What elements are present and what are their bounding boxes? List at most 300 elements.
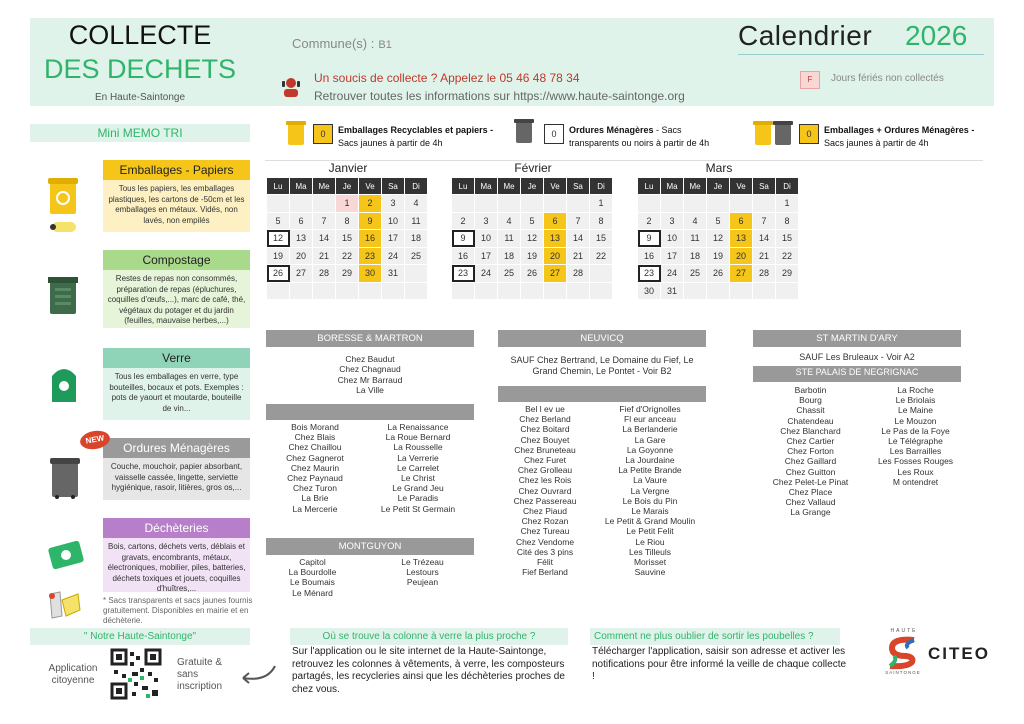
place-item: Chez Baudut xyxy=(345,354,395,364)
zone-col1-neuvicq xyxy=(500,404,590,577)
calendar-empty xyxy=(544,282,567,300)
citeo-logo: CITEO xyxy=(928,644,990,663)
memo-title: Mini MEMO TRI xyxy=(30,124,250,142)
zone-header-boresse-2 xyxy=(266,404,474,420)
place-item: La Ville xyxy=(356,384,384,395)
calendar-day: 1 xyxy=(590,195,613,213)
calendar-day: 26 xyxy=(267,265,290,283)
day-header: Di xyxy=(776,178,799,195)
place-item: Chez Boitard xyxy=(520,424,570,435)
calendar-day: 7 xyxy=(567,212,590,230)
memo-card-title-d-ch-teries: Déchèteries xyxy=(103,518,250,538)
bin-reminder-text: Télécharger l'application, saisir son adresse et activer les notifications pour être informé la veille de chaque collecte ! xyxy=(592,646,847,682)
calendar-empty xyxy=(313,282,336,300)
calendar-day: 26 xyxy=(521,265,544,283)
zone-col2-stpalais xyxy=(868,385,963,487)
place-item: Chez Place xyxy=(788,487,833,498)
day-header: Je xyxy=(521,178,544,195)
calendar-day: 11 xyxy=(684,230,707,248)
place-item: Chez Furet xyxy=(523,455,567,466)
calendar-day: 18 xyxy=(684,247,707,265)
place-item: Chez Turon xyxy=(293,483,337,494)
place-item: Chez Vallaud xyxy=(785,497,836,508)
place-item: Les Fosses Rouges xyxy=(877,456,954,467)
place-item: La Rousselle xyxy=(393,442,443,453)
place-item: Chez Pelet-Le Pinat xyxy=(772,476,849,487)
place-item: Lestours xyxy=(406,567,439,578)
app-label: Application citoyenne xyxy=(48,663,98,686)
day-header: Me xyxy=(313,178,336,195)
place-item: Chez Gaillard xyxy=(784,456,837,467)
month-name-mars: Mars xyxy=(705,161,733,175)
calendar-day: 12 xyxy=(521,230,544,248)
zone-header-neuvicq: NEUVICQ xyxy=(498,330,706,347)
calendar-day: 10 xyxy=(661,230,684,248)
calendar-day: 2 xyxy=(452,212,475,230)
place-item: Le Petit Felit xyxy=(626,526,674,537)
place-item: Bourg xyxy=(799,395,822,406)
calendar-day: 14 xyxy=(753,230,776,248)
commune-label xyxy=(292,36,392,51)
calendar-empty xyxy=(638,195,661,213)
place-item: Chez Passereau xyxy=(513,495,577,506)
call-center-icon xyxy=(282,76,300,98)
calendar-day: 18 xyxy=(405,230,428,248)
calendar-day: 21 xyxy=(567,247,590,265)
place-item: Fief Berland xyxy=(522,567,568,578)
place-item: Chez Bruneteau xyxy=(514,444,576,455)
calendar-empty xyxy=(452,282,475,300)
calendar-day: 6 xyxy=(290,212,313,230)
calendar-empty xyxy=(590,265,613,283)
calendar-empty xyxy=(405,265,428,283)
glass-container-icon xyxy=(48,362,80,404)
place-item: La Mercerie xyxy=(292,503,338,514)
holiday-legend-box: F xyxy=(800,71,820,89)
qr-code-icon[interactable] xyxy=(110,648,162,700)
place-item: Le Maine xyxy=(898,405,933,416)
haute-saintonge-logo-top: HAUTE xyxy=(890,628,918,634)
colonne-text: Sur l'application ou le site internet de la Haute-Saintonge, retrouvez les colonnes à vêtements, à verre, les composteurs partagés, les recycleries ainsi que les déchèteries proches de chez vous. xyxy=(292,646,565,695)
place-item: Chatendeau xyxy=(787,415,834,426)
day-header: Lu xyxy=(638,178,661,195)
day-header: Je xyxy=(336,178,359,195)
place-item: La Grange xyxy=(790,507,831,518)
place-item: Chez Guitton xyxy=(785,466,836,477)
calendar-day: 4 xyxy=(498,212,521,230)
calendar-day: 9 xyxy=(359,212,382,230)
calendar-day: 19 xyxy=(267,247,290,265)
place-item: Le Petit & Grand Moulin xyxy=(604,516,696,527)
calendar-day: 16 xyxy=(359,230,382,248)
place-item: La Gare xyxy=(634,434,666,445)
calendar-year: 2026 xyxy=(905,20,968,51)
haute-saintonge-logo xyxy=(884,636,922,670)
calendar-day: 6 xyxy=(730,212,753,230)
place-item: Chez Chaillou xyxy=(288,442,342,453)
place-item: Le Boumais xyxy=(290,577,335,588)
calendar-day: 27 xyxy=(290,265,313,283)
place-item: Le Ménard xyxy=(292,587,333,598)
calendar-empty xyxy=(730,195,753,213)
place-item: Chez les Rois xyxy=(518,475,572,486)
place-item: Le Grand Jeu xyxy=(392,483,444,494)
calendar-day: 25 xyxy=(405,247,428,265)
calendar-day: 18 xyxy=(498,247,521,265)
calendar-empty xyxy=(475,282,498,300)
calendar-day: 17 xyxy=(475,247,498,265)
calendar-day: 13 xyxy=(290,230,313,248)
calendar-day: 13 xyxy=(544,230,567,248)
place-item: La Goyonne xyxy=(626,444,674,455)
memo-footnote: * Sacs transparents et sacs jaunes fournis gratuitement. Disponibles en mairie et en déchèterie. xyxy=(103,596,253,625)
calendar-day: 8 xyxy=(590,212,613,230)
calendar-day: 31 xyxy=(661,282,684,300)
place-item: Chez Piaud xyxy=(523,506,567,517)
calendar-day: 5 xyxy=(521,212,544,230)
legend-recyclable-title: Emballages Recyclables et papiers - xyxy=(338,125,494,135)
legend-yellow-bin-icon xyxy=(285,119,307,147)
calendar-day: 14 xyxy=(567,230,590,248)
place-item: Chez Blais xyxy=(294,432,336,443)
place-item: La Bourdolle xyxy=(288,567,337,578)
day-header: Ve xyxy=(359,178,382,195)
calendar-février xyxy=(451,177,613,300)
calendar-day: 11 xyxy=(405,212,428,230)
calendar-day: 8 xyxy=(776,212,799,230)
new-badge: NEW xyxy=(79,429,112,452)
dechetterie-card-icon xyxy=(48,538,84,572)
zone-col2-neuvicq xyxy=(598,404,702,577)
place-item: Chez Gagnerot xyxy=(286,452,344,463)
calendar-day: 21 xyxy=(753,247,776,265)
place-item: Le Télégraphe xyxy=(888,436,943,447)
calendar-day: 15 xyxy=(336,230,359,248)
calendar-day: 16 xyxy=(452,247,475,265)
legend-recyclable-text xyxy=(338,124,498,150)
place-item: Chez Tureau xyxy=(520,526,570,537)
memo-card-title-verre: Verre xyxy=(103,348,250,368)
day-header: Lu xyxy=(452,178,475,195)
place-item: Chez Mr Barraud xyxy=(337,374,403,385)
calendar-empty xyxy=(776,282,799,300)
memo-card-text-d-ch-teries: Bois, cartons, déchets verts, déblais et gravats, encombrants, métaux, électroniques, mobilier, piles, batteries, déchets toxiques et jouets, coquilles d'huîtres,... xyxy=(103,538,250,592)
calendar-day: 9 xyxy=(452,230,475,248)
calendar-day: 14 xyxy=(313,230,336,248)
region-subtitle: En Haute-Saintonge xyxy=(94,92,186,103)
place-item: La Brie xyxy=(301,493,329,504)
place-item: La Vergne xyxy=(630,485,670,496)
place-item: M ontendret xyxy=(892,476,939,487)
day-header: Ve xyxy=(544,178,567,195)
calendar-empty xyxy=(544,195,567,213)
place-item: La Vaure xyxy=(633,475,667,486)
place-item: Barbotin xyxy=(794,385,827,395)
place-item: Chez Maurin xyxy=(290,462,340,473)
calendar-empty xyxy=(405,282,428,300)
legend-recyclable-count: 0 xyxy=(313,124,333,144)
calendar-empty xyxy=(684,282,707,300)
calendar-day: 24 xyxy=(475,265,498,283)
place-item: Le Riou xyxy=(635,536,665,547)
memo-card-text-ordures-m-nag-res: Couche, mouchoir, papier absorbant, vaisselle cassée, lingette, serviette hygiénique, rasoir, litières, gros os,... xyxy=(103,458,250,500)
legend-both-bins-icon xyxy=(752,119,794,147)
calendar-empty xyxy=(753,195,776,213)
calendar-day: 23 xyxy=(452,265,475,283)
calendar-day: 25 xyxy=(684,265,707,283)
colonne-header: Où se trouve la colonne à verre la plus proche ? xyxy=(290,628,568,645)
calendar-empty xyxy=(359,282,382,300)
memo-card-text-emballages-papiers: Tous les papiers, les emballages plastiques, les cartons de -50cm et les emballages en métaux. Vidés, non lavés, non empilés xyxy=(103,180,250,232)
calendar-day: 21 xyxy=(313,247,336,265)
zone-header-boresse: BORESSE & MARTRON xyxy=(266,330,474,347)
grey-bin-icon xyxy=(48,455,82,499)
zone-header-stpalais: STE PALAIS DE NEGRIGNAC xyxy=(753,366,961,382)
place-item: La Roue Bernard xyxy=(385,432,451,443)
calendar-empty xyxy=(661,195,684,213)
calendar-day: 26 xyxy=(707,265,730,283)
day-header: Di xyxy=(405,178,428,195)
legend-household-title: Ordures Ménagères xyxy=(569,125,654,135)
zone-list-boresse xyxy=(266,354,474,395)
yellow-bin-icon xyxy=(46,176,82,238)
zone-header-neuvicq-2 xyxy=(498,386,706,402)
place-item: Sauvine xyxy=(634,567,666,578)
app-free-label: Gratuite & sans inscription xyxy=(177,657,223,692)
calendar-day: 29 xyxy=(776,265,799,283)
place-item: La Jourdaine xyxy=(625,455,675,466)
calendar-day: 10 xyxy=(382,212,405,230)
haute-saintonge-logo-bottom: SAINTONGE xyxy=(885,670,921,675)
place-item: Bois Morand xyxy=(291,422,339,432)
month-name-janvier: Janvier xyxy=(328,161,368,175)
place-item: Bel l ev ue xyxy=(525,404,565,414)
calendar-day: 27 xyxy=(730,265,753,283)
legend-household-detail: transparents ou noirs à partir de 4h xyxy=(569,138,710,148)
calendar-day: 20 xyxy=(290,247,313,265)
calendar-day: 30 xyxy=(638,282,661,300)
place-item: Les Roux xyxy=(897,466,934,477)
place-item: Chez Blanchard xyxy=(780,425,841,436)
calendar-day: 24 xyxy=(661,265,684,283)
calendar-empty xyxy=(267,282,290,300)
calendar-empty xyxy=(567,195,590,213)
day-header: Je xyxy=(707,178,730,195)
calendar-day: 3 xyxy=(661,212,684,230)
calendar-day: 2 xyxy=(359,195,382,213)
calendar-day: 23 xyxy=(359,247,382,265)
calendar-empty xyxy=(336,282,359,300)
calendar-day: 6 xyxy=(544,212,567,230)
calendar-day: 22 xyxy=(590,247,613,265)
day-header: Di xyxy=(590,178,613,195)
place-item: La Petite Brande xyxy=(618,465,682,476)
app-header: " Notre Haute-Saintonge" xyxy=(30,628,250,645)
calendar-day: 28 xyxy=(313,265,336,283)
calendar-day: 1 xyxy=(336,195,359,213)
legend-household-count: 0 xyxy=(544,124,564,144)
calendar-mars xyxy=(637,177,799,300)
calendar-day: 19 xyxy=(521,247,544,265)
calendar-janvier xyxy=(266,177,428,300)
day-header: Lu xyxy=(267,178,290,195)
place-item: Les Barrailles xyxy=(889,446,942,457)
memo-card-text-verre: Tous les emballages en verre, type bouteilles, bocaux et pots. Exemples : pots de yaourt et moutarde, bouteille de vin... xyxy=(103,368,250,420)
place-item: Chez Chagnaud xyxy=(339,364,401,375)
calendar-empty xyxy=(753,282,776,300)
legend-household-suffix: - Sacs xyxy=(653,125,682,135)
zone-header-montguyon: MONTGUYON xyxy=(266,538,474,555)
calendar-title: Calendrier xyxy=(738,20,873,51)
day-header: Ma xyxy=(661,178,684,195)
place-item: Les Tilleuls xyxy=(628,546,672,557)
commune-value: B1 xyxy=(378,39,392,51)
day-header: Ma xyxy=(475,178,498,195)
place-item: Le Carrelet xyxy=(396,462,440,473)
memo-card-text-compostage: Restes de repas non consommés, préparation de repas (épluchures, coquilles d'œufs,...), marc de café, thé, végétaux du potager et du jardin (feuilles, mauvaise herbes,...) xyxy=(103,270,250,328)
calendar-empty xyxy=(707,195,730,213)
holiday-legend-label: Jours fériés non collectés xyxy=(831,73,944,84)
legend-combined-text xyxy=(824,124,989,150)
zone-col1-boresse xyxy=(270,422,360,514)
place-item: Chez Berland xyxy=(519,414,571,425)
calendar-day: 24 xyxy=(382,247,405,265)
day-header: Sa xyxy=(753,178,776,195)
place-item: La Verrerie xyxy=(397,452,439,463)
calendar-day: 19 xyxy=(707,247,730,265)
curved-arrow-icon xyxy=(237,664,277,686)
place-item: Le Trézeau xyxy=(401,557,444,567)
calendar-day: 28 xyxy=(753,265,776,283)
calendar-day: 12 xyxy=(707,230,730,248)
place-item: La Roche xyxy=(897,385,934,395)
place-item: Le Christ xyxy=(400,473,435,484)
place-item: La Renaissance xyxy=(387,422,449,432)
calendar-empty xyxy=(521,195,544,213)
calendar-day: 4 xyxy=(684,212,707,230)
calendar-empty xyxy=(498,282,521,300)
calendar-empty xyxy=(521,282,544,300)
calendar-day: 9 xyxy=(638,230,661,248)
calendar-day: 16 xyxy=(638,247,661,265)
calendar-empty xyxy=(267,195,290,213)
place-item: Chassit xyxy=(796,405,825,416)
zone-col1-montguyon xyxy=(270,557,355,598)
compost-bin-icon xyxy=(46,276,80,316)
memo-card-title-ordures-m-nag-res: Ordures Ménagères xyxy=(103,438,250,458)
place-item: Chez Grolleau xyxy=(517,465,573,476)
calendar-day: 20 xyxy=(544,247,567,265)
zone-col2-montguyon xyxy=(375,557,470,588)
zone-note-neuvicq: SAUF Chez Bertrand, Le Domaine du Fief, Le Grand Chemin, Le Pontet - Voir B2 xyxy=(510,355,694,376)
calendar-empty xyxy=(498,195,521,213)
calendar-day: 5 xyxy=(267,212,290,230)
place-item: Chez Forton xyxy=(787,446,834,457)
calendar-day: 3 xyxy=(475,212,498,230)
calendar-empty xyxy=(382,282,405,300)
commune-label-text: Commune(s) : xyxy=(292,36,375,51)
calendar-empty xyxy=(290,195,313,213)
place-item: Le Paradis xyxy=(397,493,439,504)
place-item: Le Pas de la Foye xyxy=(881,425,950,436)
day-header: Me xyxy=(498,178,521,195)
place-item: Félit xyxy=(536,557,554,568)
calendar-empty xyxy=(707,282,730,300)
calendar-empty xyxy=(452,195,475,213)
month-name-février: Février xyxy=(514,161,552,175)
calendar-day: 17 xyxy=(661,247,684,265)
place-item: Chez Rozan xyxy=(521,516,569,527)
calendar-day: 20 xyxy=(730,247,753,265)
zone-header-stmartin: ST MARTIN D'ARY xyxy=(753,330,961,347)
calendar-day: 25 xyxy=(498,265,521,283)
day-header: Ve xyxy=(730,178,753,195)
place-item: Cité des 3 pins xyxy=(516,546,574,557)
day-header: Ma xyxy=(290,178,313,195)
page-title-line2: DES DECHETS xyxy=(43,54,237,84)
website-info-text: Retrouver toutes les informations sur https://www.haute-saintonge.org xyxy=(314,89,685,103)
calendar-day: 2 xyxy=(638,212,661,230)
calendar-day: 7 xyxy=(313,212,336,230)
legend-grey-bin-icon xyxy=(513,117,535,145)
place-item: Le Petit St Germain xyxy=(380,503,456,514)
zone-col2-boresse xyxy=(368,422,468,514)
page-title-line1: COLLECTE xyxy=(68,20,212,50)
memo-card-title-emballages-papiers: Emballages - Papiers xyxy=(103,160,250,180)
zone-col1-stpalais xyxy=(758,385,863,518)
calendar-day: 31 xyxy=(382,265,405,283)
bin-reminder-header: Comment ne plus oublier de sortir les poubelles ? xyxy=(590,628,840,645)
title-underline xyxy=(738,54,984,55)
legend-combined-count: 0 xyxy=(799,124,819,144)
day-header: Me xyxy=(684,178,707,195)
calendar-day: 12 xyxy=(267,230,290,248)
calendar-empty xyxy=(290,282,313,300)
legend-combined-title: Emballages + Ordures Ménagères - xyxy=(824,125,975,135)
zone-note-stmartin: SAUF Les Bruleaux - Voir A2 xyxy=(799,352,915,362)
calendar-day: 7 xyxy=(753,212,776,230)
calendar-day: 15 xyxy=(776,230,799,248)
place-item: Fief d'Orignolles xyxy=(619,404,681,414)
place-item: Chez Paynaud xyxy=(287,473,343,484)
place-item: Le Bois du Pin xyxy=(622,495,678,506)
place-item: Fl eur anceau xyxy=(624,414,676,425)
calendar-day: 4 xyxy=(405,195,428,213)
calendar-day: 17 xyxy=(382,230,405,248)
bags-icon xyxy=(46,590,82,620)
place-item: Morisset xyxy=(633,557,667,568)
place-item: Le Mouzon xyxy=(894,415,937,426)
place-item: Le Briolais xyxy=(895,395,936,406)
calendar-day: 30 xyxy=(359,265,382,283)
calendar-day: 1 xyxy=(776,195,799,213)
calendar-day: 5 xyxy=(707,212,730,230)
calendar-empty xyxy=(313,195,336,213)
legend-recyclable-detail: Sacs jaunes à partir de 4h xyxy=(338,138,443,148)
place-item: Chez Ouvrard xyxy=(518,485,572,496)
place-item: Le Marais xyxy=(631,506,669,517)
place-item: Capitol xyxy=(299,557,326,567)
calendar-day: 3 xyxy=(382,195,405,213)
calendar-day: 15 xyxy=(590,230,613,248)
place-item: Peujean xyxy=(406,577,439,588)
calendar-day: 28 xyxy=(567,265,590,283)
calendar-empty xyxy=(475,195,498,213)
calendar-day: 11 xyxy=(498,230,521,248)
calendar-day: 27 xyxy=(544,265,567,283)
calendar-day: 13 xyxy=(730,230,753,248)
place-item: Chez Bouyet xyxy=(520,434,570,445)
